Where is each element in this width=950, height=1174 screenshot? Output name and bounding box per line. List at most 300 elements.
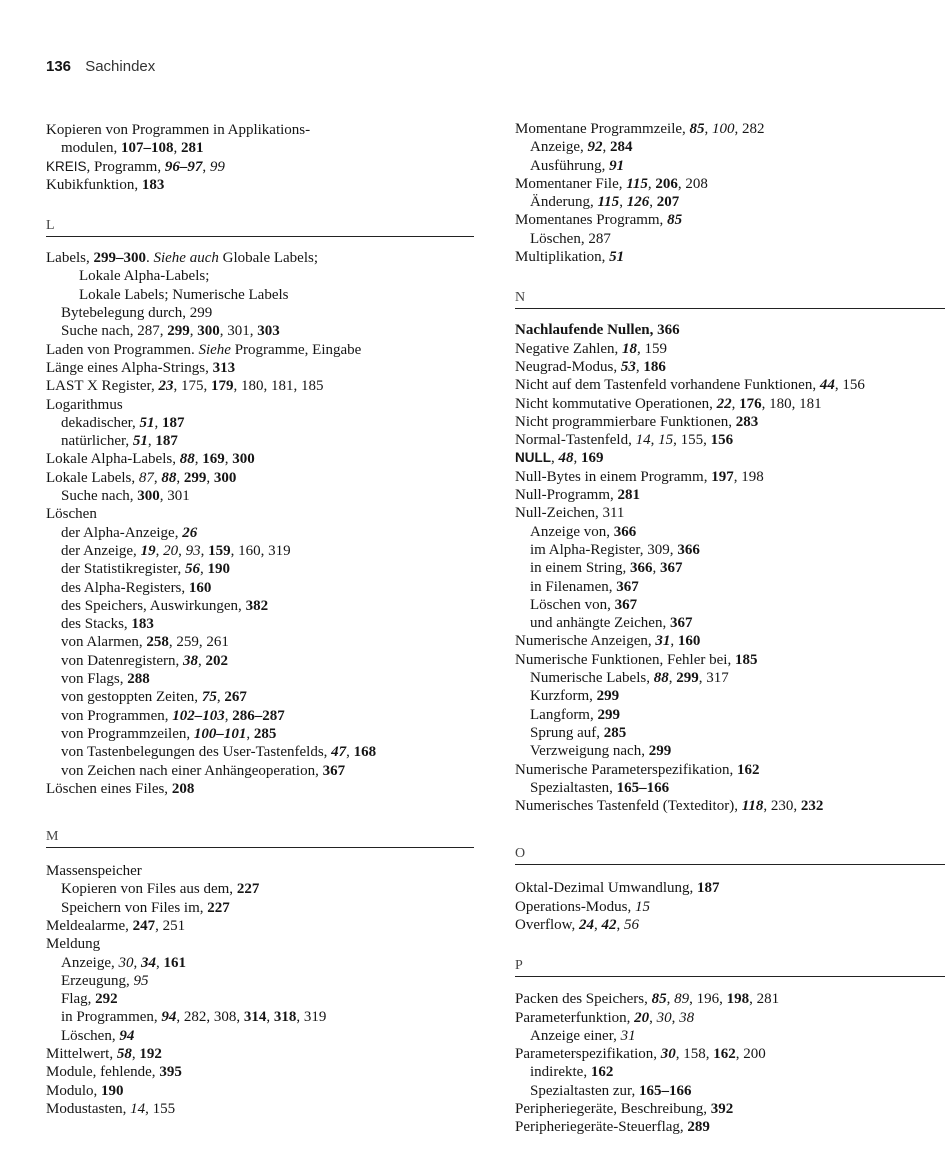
entry-text: 15 — [658, 432, 674, 449]
entry-text: Änderung, — [530, 194, 598, 211]
index-subentry — [515, 742, 945, 760]
entry-text: 30 — [660, 1046, 676, 1063]
index-subentry — [46, 880, 474, 898]
entry-text: 58 — [116, 1046, 132, 1063]
entry-text: , — [194, 451, 203, 468]
entry-text: 31 — [620, 1027, 636, 1044]
entry-text: , — [731, 395, 740, 412]
index-subentry — [515, 687, 945, 705]
entry-text: 187 — [162, 414, 185, 431]
entry-text: , — [147, 433, 156, 450]
entry-text: 292 — [95, 991, 118, 1008]
entry-text: Länge eines Alpha-Strings, — [46, 359, 213, 376]
entry-text: 227 — [236, 881, 260, 898]
entry-text: , — [671, 1009, 680, 1026]
entry-text: dekadischer, — [61, 414, 140, 431]
index-subentry — [46, 670, 474, 688]
index-subentry — [46, 1027, 474, 1045]
entry-text: Overflow, — [515, 916, 580, 933]
entry-text: , — [670, 633, 678, 650]
entry-text: 176 — [739, 395, 762, 412]
entry-text: NULL — [515, 450, 551, 466]
entry-text: Null-Programm, — [515, 487, 618, 504]
entry-text: 169 — [202, 451, 225, 468]
entry-text: 34 — [140, 954, 156, 971]
entry-text: , — [155, 542, 164, 559]
entry-text: , — [652, 560, 660, 577]
index-entry — [515, 431, 945, 449]
entry-text: , — [173, 140, 181, 157]
entry-text: 91 — [609, 157, 625, 174]
section-letter: N — [515, 290, 527, 306]
entry-text: , — [155, 954, 164, 971]
entry-text: Löschen, 287 — [530, 230, 611, 247]
entry-text: von Flags, — [61, 671, 128, 688]
entry-text: Nicht kommutative Operationen, — [515, 395, 717, 412]
index-subentry — [515, 669, 945, 687]
entry-text: der Alpha-Anzeige, — [61, 524, 183, 541]
entry-text: , — [200, 542, 209, 559]
entry-text: , — [266, 1009, 274, 1026]
entry-text: 367 — [660, 560, 683, 577]
index-subentry — [46, 707, 474, 725]
index-column-right — [515, 120, 945, 1137]
index-entry — [515, 761, 945, 779]
entry-text: 299 — [676, 670, 699, 687]
entry-text: , — [666, 991, 675, 1008]
entry-text: Peripheriegeräte, Beschreibung, — [515, 1101, 711, 1118]
entry-text: , 158, — [675, 1046, 714, 1063]
entry-text: 126 — [626, 194, 650, 211]
entry-text: , — [131, 1046, 140, 1063]
entry-text: Löschen, — [61, 1027, 120, 1044]
entry-text: 88 — [179, 451, 195, 468]
entry-text: natürlicher, — [61, 433, 133, 450]
entry-text: Peripheriegeräte-Steuerflag, — [515, 1119, 688, 1136]
index-entry — [46, 1063, 474, 1081]
entry-text: 156 — [710, 432, 734, 449]
index-entry — [46, 780, 474, 798]
entry-text: 20 — [163, 542, 179, 559]
entry-text: . — [145, 250, 154, 267]
entry-text: 190 — [207, 561, 230, 578]
entry-text: 303 — [257, 323, 280, 340]
entry-text: Löschen — [46, 506, 97, 523]
entry-text: , — [602, 139, 610, 156]
entry-text: 85 — [667, 212, 683, 229]
entry-text: 160 — [188, 579, 212, 596]
entry-text: Suche nach, — [61, 488, 138, 505]
entry-text: in einem String, — [530, 560, 630, 577]
entry-text: Modulo, — [46, 1082, 102, 1099]
index-entry — [46, 249, 474, 267]
entry-text: der Statistikregister, — [61, 561, 185, 578]
spacer — [46, 237, 474, 249]
entry-text: Parameterspezifikation, — [515, 1046, 661, 1063]
entry-text: 161 — [163, 954, 186, 971]
entry-text: 314 — [243, 1009, 267, 1026]
entry-text: 100 — [712, 121, 735, 137]
entry-text: Operations-Modus, — [515, 898, 635, 915]
entry-text: im Alpha-Register, 309, — [530, 541, 678, 558]
index-entry — [515, 916, 945, 934]
entry-text: 92 — [587, 139, 603, 156]
entry-text: , — [668, 670, 677, 687]
index-entry — [46, 396, 474, 414]
entry-text: , — [202, 158, 210, 175]
entry-text: 99 — [209, 158, 225, 175]
entry-text: , — [198, 652, 206, 669]
entry-text: 285 — [603, 724, 627, 741]
index-entry — [46, 158, 474, 176]
index-subentry — [46, 524, 474, 542]
index-subentry — [46, 542, 474, 560]
entry-text: 283 — [735, 413, 759, 430]
entry-text: 367 — [614, 596, 638, 613]
entry-text: Sprung auf, — [530, 724, 604, 741]
entry-text: , — [650, 432, 659, 449]
index-entry — [46, 176, 474, 194]
entry-text: Löschen von, — [530, 596, 615, 613]
index-subentry — [46, 725, 474, 743]
entry-text: 56 — [624, 916, 640, 933]
entry-text: , — [346, 744, 354, 761]
index-subentry — [515, 541, 945, 559]
entry-text: 367 — [616, 578, 639, 595]
index-subentry — [515, 523, 945, 541]
index-subentry — [46, 990, 474, 1008]
entry-text: Negative Zahlen, — [515, 340, 623, 357]
entry-text: , — [594, 916, 602, 933]
entry-text: Erzeugung, — [61, 972, 134, 989]
spacer — [515, 815, 945, 846]
entry-text: 56 — [184, 561, 200, 578]
index-entry — [515, 1045, 945, 1063]
entry-text: in Programmen, — [61, 1009, 162, 1026]
section-heading — [515, 958, 945, 977]
entry-text: , — [704, 121, 713, 137]
entry-text: 15 — [635, 898, 650, 915]
entry-text: 48 — [558, 450, 574, 467]
section-letter: L — [46, 218, 56, 234]
entry-text: Momentane Programmzeile, — [515, 121, 690, 137]
entry-text: indirekte, — [530, 1064, 591, 1081]
index-entry — [515, 486, 945, 504]
entry-text: Ausführung, — [530, 157, 610, 174]
entry-text: Suche nach, 287, — [61, 323, 168, 340]
entry-text: Langform, — [530, 706, 598, 723]
entry-text: der Anzeige, — [61, 542, 141, 559]
entry-text: 247 — [132, 917, 156, 934]
entry-text: und anhängte Zeichen, — [530, 615, 670, 632]
entry-text: 51 — [609, 249, 625, 266]
entry-text: , 180, 181 — [761, 395, 822, 412]
entry-text: , 155, — [673, 432, 711, 449]
spacer — [46, 848, 474, 862]
entry-text: 88 — [161, 469, 177, 486]
entry-text: 107–108 — [121, 140, 174, 157]
entry-text: 19 — [140, 542, 156, 559]
entry-text: 100–101 — [193, 725, 247, 742]
index-entry — [46, 377, 474, 395]
entry-text: , — [216, 689, 225, 706]
entry-text: 51 — [132, 433, 148, 450]
entry-text: von Zeichen nach einer Anhängeoperation, — [61, 762, 323, 779]
entry-text: Spezialtasten zur, — [530, 1082, 639, 1099]
entry-text: Massenspeicher — [46, 863, 142, 880]
entry-text: , 281 — [749, 991, 780, 1008]
section-letter: M — [46, 829, 60, 845]
entry-text: 89 — [674, 991, 690, 1008]
entry-text: 299 — [596, 688, 620, 705]
entry-text: 53 — [620, 358, 636, 375]
entry-text: Programme, Eingabe — [230, 341, 362, 358]
entry-text: , 301, — [219, 323, 258, 340]
entry-text: Null-Zeichen, 311 — [515, 505, 625, 522]
index-subentry — [46, 579, 474, 597]
entry-text: des Speichers, Auswirkungen, — [61, 597, 246, 614]
index-subentry — [46, 432, 474, 450]
entry-text: 96–97 — [164, 158, 203, 175]
entry-text: , 200 — [735, 1046, 766, 1063]
entry-text: Meldealarme, — [46, 917, 133, 934]
entry-text: 183 — [141, 176, 165, 193]
entry-text: 299 — [167, 323, 190, 340]
index-entry — [46, 1045, 474, 1063]
entry-text: , — [619, 194, 627, 211]
entry-text: Lokale Alpha-Labels, — [46, 451, 180, 468]
entry-text: Globale Labels; — [218, 250, 319, 267]
index-subentry — [46, 972, 474, 990]
entry-text: Kurzform, — [530, 688, 597, 705]
index-entry — [515, 1118, 945, 1136]
entry-text: Meldung — [46, 936, 101, 953]
entry-text: Neugrad-Modus, — [515, 358, 621, 375]
index-entry — [46, 1100, 474, 1118]
entry-text: Numerisches Tastenfeld (Texteditor), — [515, 798, 742, 815]
page-number: 136 — [46, 58, 72, 75]
entry-text: 281 — [181, 140, 204, 157]
entry-text: 366 — [630, 560, 653, 577]
entry-text: , 259, 261 — [168, 634, 229, 651]
index-entry — [515, 797, 945, 815]
entry-text: Lokale Alpha-Labels; — [79, 268, 210, 285]
index-entry — [515, 120, 945, 138]
spacer — [46, 798, 474, 829]
entry-text: Numerische Labels, — [530, 670, 654, 687]
entry-text: , — [649, 194, 657, 211]
entry-text: 47 — [331, 744, 347, 761]
section-heading — [46, 829, 474, 848]
entry-text: , — [246, 725, 254, 742]
entry-text: 22 — [716, 395, 732, 412]
index-entry — [46, 341, 474, 359]
index-entry — [515, 879, 945, 897]
entry-text: 318 — [273, 1009, 297, 1026]
entry-text: 18 — [622, 340, 638, 357]
entry-text: von gestoppten Zeiten, — [61, 689, 202, 706]
entry-text: Siehe auch — [153, 250, 219, 267]
entry-text: 168 — [353, 744, 377, 761]
entry-text: LAST X Register, — [46, 378, 159, 395]
entry-text: von Datenregistern, — [61, 652, 184, 669]
entry-text: 187 — [155, 433, 178, 450]
entry-text: Spezialtasten, — [530, 779, 617, 796]
entry-text: 183 — [131, 616, 154, 633]
section-heading — [515, 290, 945, 309]
index-subentry — [46, 304, 474, 322]
entry-text: 382 — [245, 597, 269, 614]
entry-text: 30 — [656, 1009, 672, 1026]
index-entry — [515, 449, 945, 467]
entry-text: Kopieren von Files aus dem, — [61, 881, 237, 898]
entry-text: 23 — [158, 378, 174, 395]
entry-text: 190 — [101, 1082, 124, 1099]
entry-text: Kopieren von Programmen in Applikations- — [46, 122, 311, 138]
index-entry — [515, 175, 945, 193]
entry-text: , — [176, 469, 184, 486]
index-subentry — [46, 139, 474, 157]
entry-text: KREIS — [46, 158, 87, 174]
entry-text: , 208 — [677, 175, 708, 192]
entry-text: 162 — [713, 1046, 736, 1063]
entry-text: 169 — [581, 450, 604, 467]
entry-text: 162 — [737, 761, 760, 778]
entry-text: 94 — [161, 1009, 177, 1026]
index-subentry — [46, 414, 474, 432]
entry-text: , 230, — [763, 798, 801, 815]
entry-text: Anzeige einer, — [530, 1027, 621, 1044]
index-subentry — [46, 267, 474, 285]
entry-text: , 301 — [159, 488, 190, 505]
index-subentry — [515, 724, 945, 742]
entry-text: 165–166 — [616, 779, 670, 796]
index-entry — [515, 632, 945, 650]
index-entry — [46, 917, 474, 935]
index-entry — [515, 468, 945, 486]
entry-text: 24 — [579, 916, 595, 933]
entry-text: 165–166 — [638, 1082, 692, 1099]
entry-text: 115 — [626, 175, 648, 192]
entry-text: , 317 — [698, 670, 729, 687]
entry-text: 118 — [741, 798, 764, 815]
entry-text: Numerische Parameterspezifikation, — [515, 761, 737, 778]
entry-text: Anzeige, — [530, 139, 588, 156]
entry-text: 95 — [133, 972, 149, 989]
entry-text: 192 — [139, 1046, 162, 1063]
entry-text: 367 — [669, 615, 693, 632]
entry-text: 94 — [119, 1027, 135, 1044]
index-subentry — [46, 286, 474, 304]
index-subentry — [46, 743, 474, 761]
entry-text: modulen, — [61, 140, 121, 157]
index-subentry — [515, 779, 945, 797]
index-entry — [46, 1082, 474, 1100]
index-subentry — [46, 652, 474, 670]
entry-text: von Programmen, — [61, 707, 173, 724]
entry-text: Oktal-Dezimal Umwandlung, — [515, 880, 698, 897]
entry-text: Lokale Labels, — [46, 469, 139, 486]
entry-text: 197 — [711, 468, 734, 485]
entry-text: , Programm, — [86, 158, 165, 175]
index-subentry — [46, 560, 474, 578]
entry-text: Anzeige, — [61, 954, 119, 971]
entry-text: Null-Bytes in einem Programm, — [515, 468, 712, 485]
entry-text: , — [573, 450, 581, 467]
entry-text: Nachlaufende Nullen, 366 — [515, 322, 680, 339]
entry-text: 198 — [726, 991, 750, 1008]
index-subentry — [515, 614, 945, 632]
entry-text: , — [616, 916, 625, 933]
entry-text: 115 — [597, 194, 620, 211]
entry-text: Kubikfunktion, — [46, 176, 142, 193]
entry-text: , — [206, 469, 214, 486]
entry-text: 38 — [183, 652, 199, 669]
entry-text: von Tastenbelegungen des User-Tastenfelds, — [61, 744, 332, 761]
entry-text: Löschen eines Files, — [46, 780, 172, 797]
entry-text: 208 — [171, 780, 195, 797]
section-letter: P — [515, 958, 524, 974]
index-subentry — [46, 633, 474, 651]
entry-text: Momentaner File, — [515, 175, 627, 192]
entry-text: von Programmzeilen, — [61, 725, 194, 742]
spacer — [515, 934, 945, 958]
entry-text: 284 — [609, 139, 633, 156]
spacer — [515, 865, 945, 879]
entry-text: , — [635, 358, 644, 375]
entry-text: Module, fehlende, — [46, 1064, 160, 1081]
entry-text: 85 — [689, 121, 705, 137]
index-subentry — [46, 954, 474, 972]
index-subentry — [515, 1027, 945, 1045]
index-subentry — [46, 899, 474, 917]
index-entry — [515, 898, 945, 916]
entry-text: 285 — [253, 725, 277, 742]
entry-text: , — [649, 1009, 657, 1026]
index-entry — [515, 358, 945, 376]
entry-text: Bytebelegung durch, 299 — [61, 305, 213, 322]
entry-text: 162 — [590, 1064, 614, 1081]
entry-text: , — [154, 414, 163, 431]
index-subentry — [515, 157, 945, 175]
entry-text: 88 — [653, 670, 669, 687]
entry-text: Logarithmus — [46, 396, 123, 413]
entry-text: , — [178, 542, 186, 559]
entry-text: , 251 — [155, 917, 186, 934]
entry-text: 300 — [213, 469, 237, 486]
index-entry — [515, 1100, 945, 1118]
index-subentry — [46, 615, 474, 633]
index-subentry — [46, 597, 474, 615]
entry-text: , — [199, 561, 208, 578]
entry-text: , 198 — [733, 468, 764, 485]
entry-text: , — [224, 707, 233, 724]
section-heading — [515, 846, 945, 865]
entry-text: Modustasten, — [46, 1100, 131, 1117]
entry-text: 187 — [697, 880, 720, 897]
index-subentry — [46, 688, 474, 706]
entry-text: 38 — [679, 1009, 695, 1026]
entry-text: 14 — [130, 1100, 146, 1117]
entry-text: 288 — [127, 671, 150, 688]
index-entry — [515, 651, 945, 669]
spacer — [515, 309, 945, 321]
entry-text: in Filenamen, — [530, 578, 617, 595]
entry-text: 102–103 — [172, 707, 225, 724]
entry-text: 258 — [146, 634, 169, 651]
entry-text: 44 — [819, 377, 835, 394]
entry-text: , 175, — [173, 378, 211, 395]
